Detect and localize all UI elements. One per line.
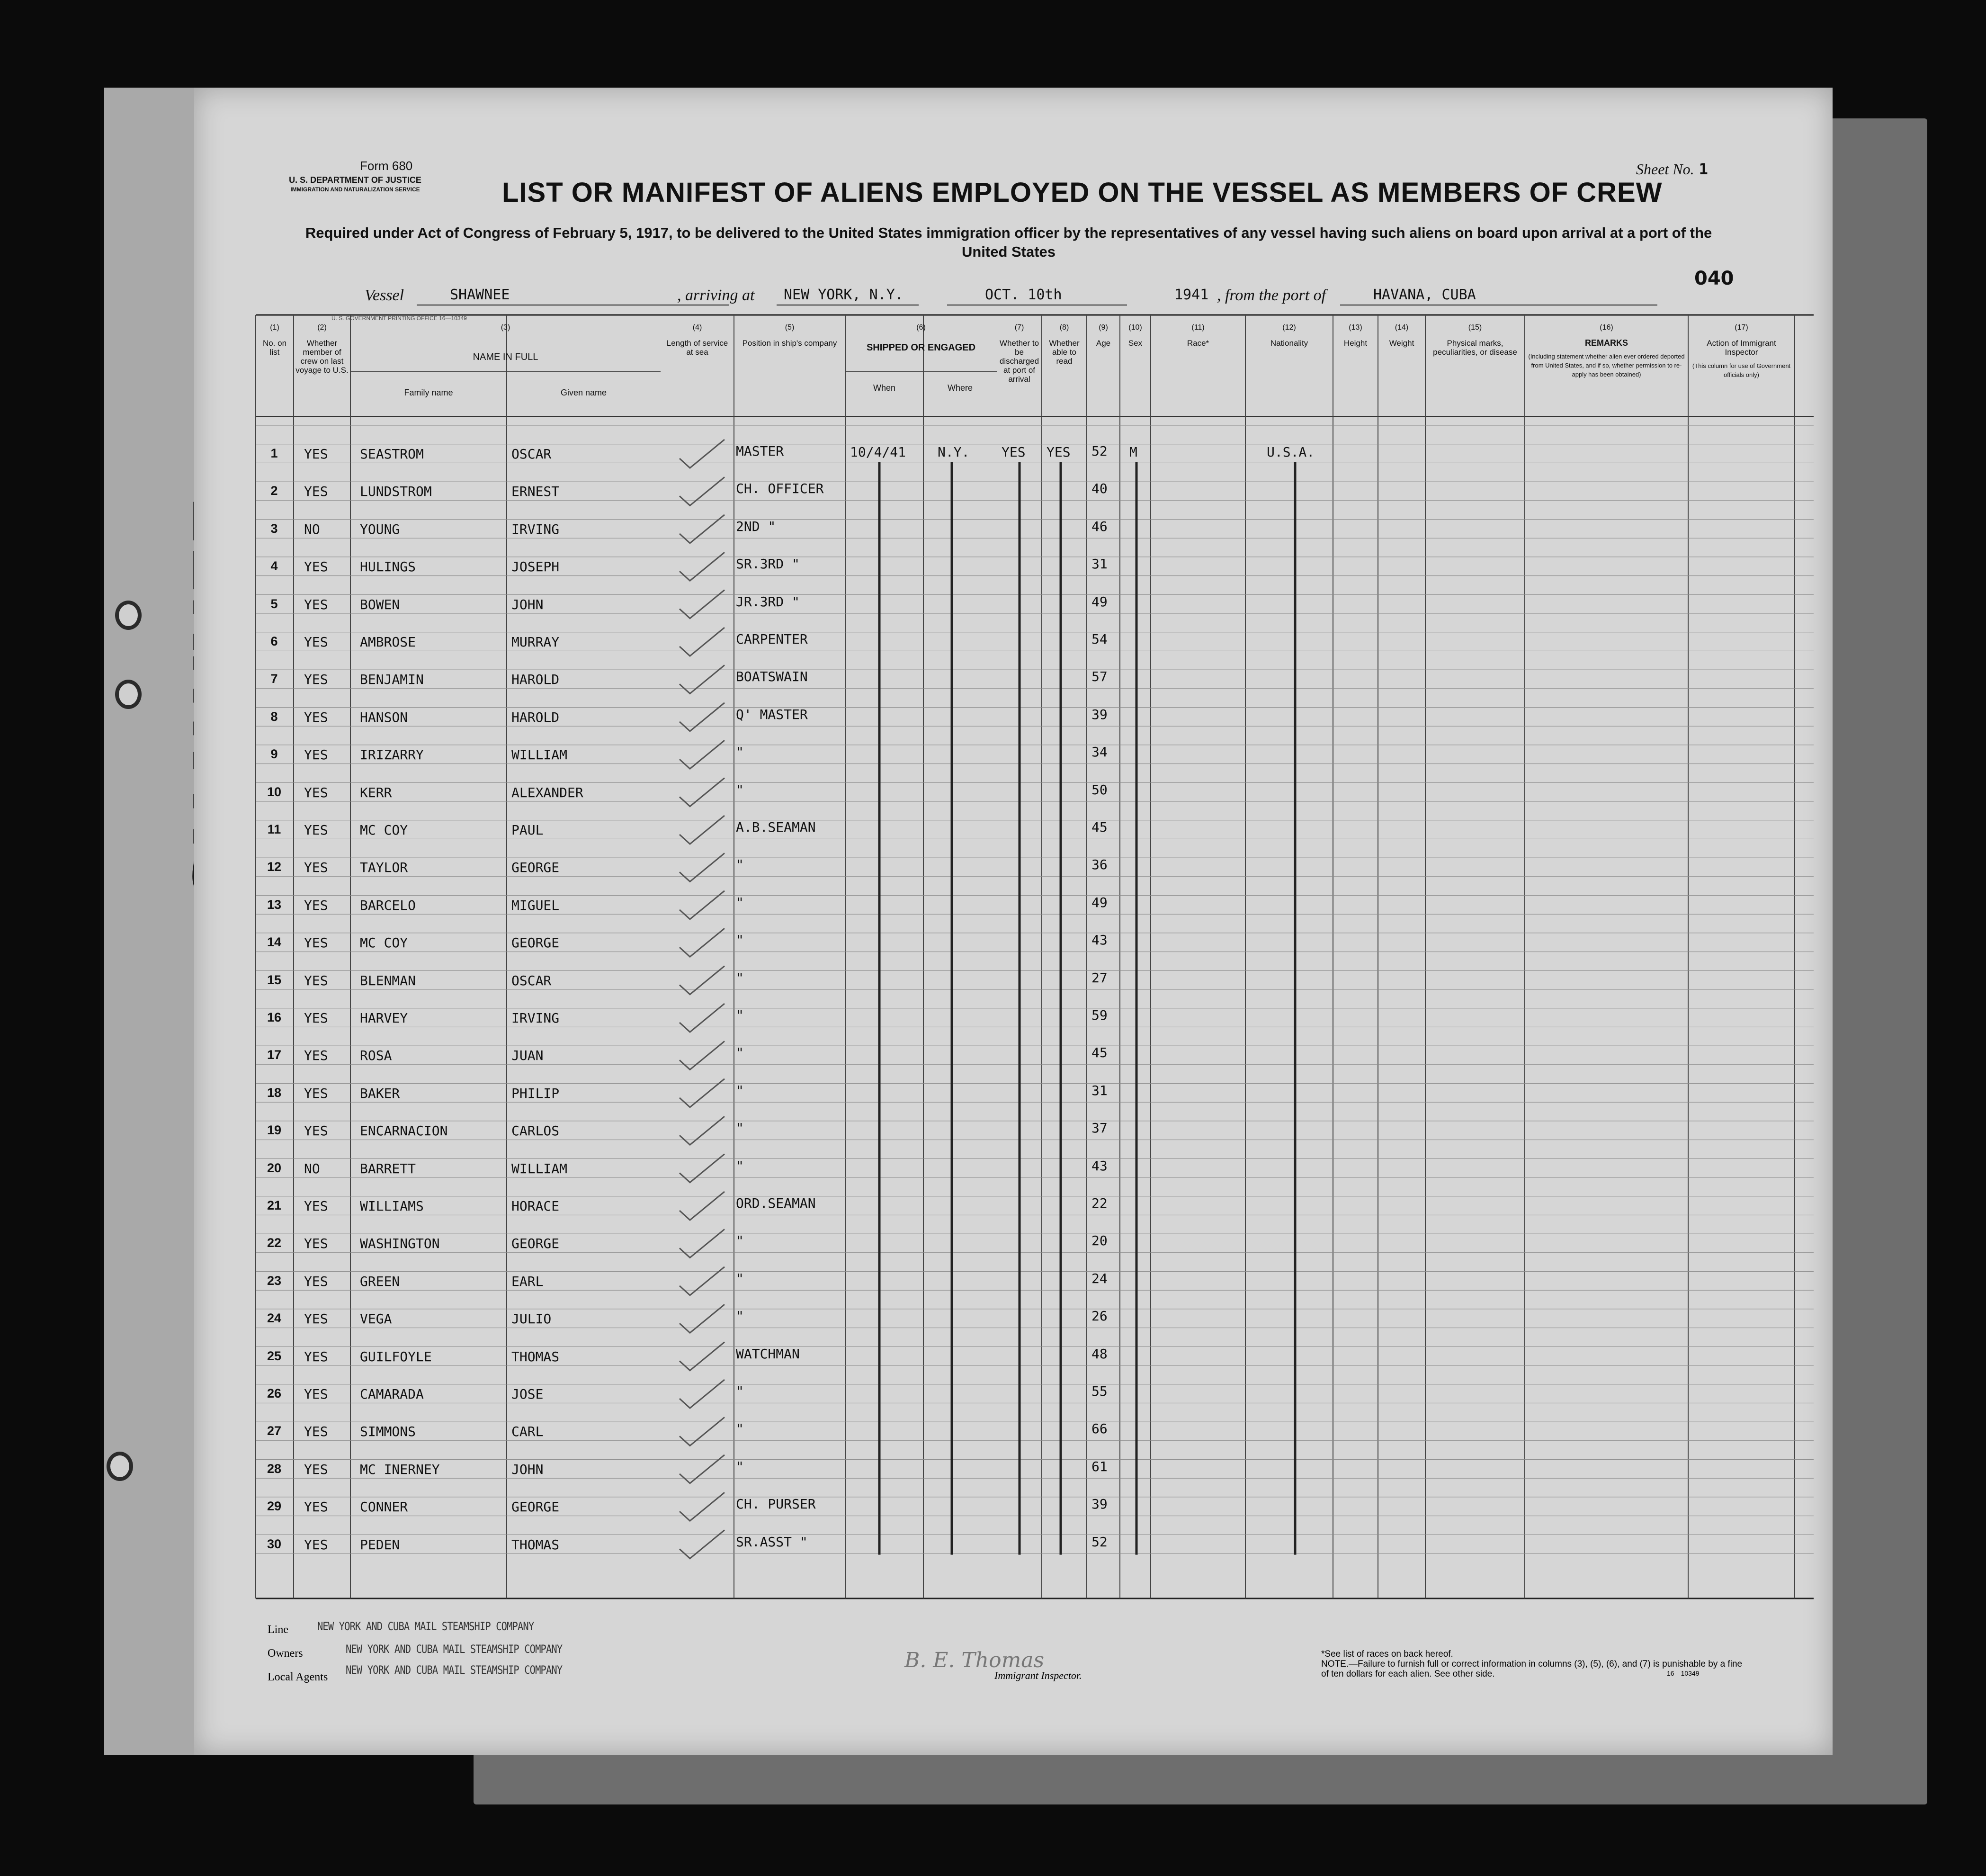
row-number: 30 (267, 1536, 282, 1551)
given-name: JUAN (511, 1048, 544, 1064)
given-name: GEORGE (511, 1499, 560, 1515)
column-header-c4: Length of service at sea (666, 339, 728, 357)
penalty-note: NOTE.—Failure to furnish full or correct information in columns (3), (5), (6), and (7) is punishable by a fine of ten dollars for each alien. See other side. (1321, 1659, 1743, 1679)
position: BOATSWAIN (736, 669, 808, 685)
age: 49 (1091, 593, 1108, 610)
last-voyage-value: YES (304, 1236, 328, 1252)
given-name: HAROLD (511, 709, 560, 725)
position: SR.ASST " (736, 1534, 808, 1550)
age: 52 (1091, 443, 1108, 459)
position: " (736, 744, 744, 760)
service-check-mark (680, 1229, 725, 1257)
last-voyage-value: YES (304, 1499, 328, 1515)
column-header-c5: Position in ship's company (742, 339, 837, 348)
given-name: IRVING (511, 1010, 560, 1026)
family-name: CONNER (360, 1499, 408, 1515)
age: 34 (1091, 744, 1108, 760)
column-number-c4: (4) (692, 323, 702, 332)
age: 22 (1091, 1195, 1108, 1211)
last-voyage-value: YES (304, 1048, 328, 1064)
given-name: GEORGE (511, 1236, 560, 1252)
form-code: 16—10349 (1667, 1670, 1700, 1677)
column-number-c3: (3) (501, 323, 510, 332)
sheet-number-label: Sheet No. (1636, 161, 1694, 178)
age: 39 (1091, 706, 1108, 722)
owners-label: Owners (268, 1647, 303, 1660)
family-name: MC COY (360, 822, 408, 838)
service-check-mark (680, 1154, 725, 1183)
given-name: GEORGE (511, 935, 560, 951)
age: 27 (1091, 969, 1108, 986)
last-voyage-value: NO (304, 521, 320, 537)
age: 54 (1091, 631, 1108, 647)
row-number: 9 (270, 747, 278, 762)
position: " (736, 857, 744, 873)
service-check-mark (680, 816, 725, 844)
family-name: BOWEN (360, 596, 400, 612)
row-number: 14 (267, 935, 282, 950)
age: 26 (1091, 1308, 1108, 1324)
given-name: OSCAR (511, 446, 552, 462)
service-check-mark (680, 1004, 725, 1032)
column-header-c9: Age (1096, 339, 1111, 348)
service-check-mark (680, 703, 725, 731)
family-name: ROSA (360, 1048, 392, 1064)
family-name: HANSON (360, 709, 408, 725)
family-name: TAYLOR (360, 860, 408, 876)
form-number: Form 680 (360, 159, 413, 173)
given-name: MURRAY (511, 634, 560, 650)
given-name: JOSEPH (511, 559, 560, 575)
document-subtitle: Required under Act of Congress of February 5, 1917, to be delivered to the United States immigration officer by the representatives of any vessel having such aliens on board upon arrival at a port of the United States (305, 224, 1712, 260)
last-voyage-value: YES (304, 709, 328, 725)
department-name: U. S. DEPARTMENT OF JUSTICE (289, 175, 421, 185)
age: 36 (1091, 857, 1108, 873)
age: 49 (1091, 894, 1108, 910)
age: 43 (1091, 1158, 1108, 1174)
given-name: WILLIAM (511, 747, 568, 763)
given-name: THOMAS (511, 1348, 560, 1364)
shipped-where-header: Where (947, 383, 973, 393)
arriving-label: , arriving at (677, 287, 755, 304)
family-name: YOUNG (360, 521, 400, 537)
position: CH. PURSER (736, 1496, 816, 1512)
last-voyage-value: YES (304, 1123, 328, 1139)
column-header-c11: Race* (1187, 339, 1209, 348)
service-check-mark (680, 966, 725, 995)
age: 46 (1091, 518, 1108, 534)
age: 59 (1091, 1007, 1108, 1023)
column-header-c8: Whether able to read (1049, 339, 1080, 366)
given-name: ERNEST (511, 484, 560, 500)
column-number-c6: (6) (916, 323, 926, 332)
last-voyage-value: YES (304, 822, 328, 838)
service-check-mark (680, 1530, 725, 1559)
family-name: LUNDSTROM (360, 484, 432, 500)
given-name: HORACE (511, 1198, 560, 1214)
position: 2ND " (736, 518, 776, 534)
age: 24 (1091, 1270, 1108, 1286)
given-name: CARL (511, 1424, 544, 1440)
age: 61 (1091, 1458, 1108, 1474)
sex: M (1129, 444, 1137, 460)
last-voyage-value: YES (304, 1010, 328, 1026)
column-number-c10: (10) (1128, 323, 1142, 332)
column-header-c7: Whether to be discharged at port of arrival (999, 339, 1039, 384)
last-voyage-value: NO (304, 1160, 320, 1176)
column-header-c13: Height (1343, 339, 1368, 348)
service-check-mark (680, 477, 725, 505)
service-check-mark (680, 928, 725, 957)
row-number: 15 (267, 972, 282, 987)
row-number: 16 (267, 1010, 282, 1024)
inspector-signature: B. E. Thomas (904, 1648, 1045, 1672)
service-check-mark (680, 1192, 725, 1220)
last-voyage-value: YES (304, 446, 328, 462)
shipped-where: N.Y. (938, 444, 970, 460)
given-name: ALEXANDER (511, 784, 583, 800)
last-voyage-value: YES (304, 784, 328, 800)
age: 37 (1091, 1120, 1108, 1136)
inspector-subheader: (This column for use of Government officials only) (1692, 362, 1791, 378)
service-check-mark (680, 1455, 725, 1483)
row-number: 29 (267, 1499, 282, 1514)
row-number: 13 (267, 897, 282, 912)
row-number: 5 (270, 596, 278, 611)
line-company: NEW YORK AND CUBA MAIL STEAMSHIP COMPANY (317, 1620, 534, 1633)
service-check-mark (680, 552, 725, 581)
age: 43 (1091, 932, 1108, 948)
service-check-mark (680, 1116, 725, 1145)
family-name: AMBROSE (360, 634, 416, 650)
given-name-header: Given name (560, 388, 607, 397)
column-number-c16: (16) (1600, 323, 1613, 332)
last-voyage-value: YES (304, 1424, 328, 1440)
position: MASTER (736, 443, 784, 459)
last-voyage-value: YES (304, 860, 328, 876)
given-name: GEORGE (511, 860, 560, 876)
row-number: 28 (267, 1461, 282, 1476)
given-name: CARLOS (511, 1123, 560, 1139)
given-name: PHILIP (511, 1085, 560, 1101)
row-number: 4 (270, 559, 278, 574)
family-name: HARVEY (360, 1010, 408, 1026)
family-name: BARRETT (360, 1160, 416, 1176)
service-check-mark (680, 515, 725, 543)
service-check-mark (680, 1380, 725, 1408)
column-number-c5: (5) (785, 323, 795, 332)
position: " (736, 1233, 744, 1249)
position: JR.3RD " (736, 593, 800, 610)
age: 45 (1091, 819, 1108, 835)
row-number: 26 (267, 1386, 282, 1400)
last-voyage-value: YES (304, 1536, 328, 1553)
age: 31 (1091, 556, 1108, 572)
arrival-date: OCT. 10th (985, 287, 1062, 303)
stamp-number: 040 (1694, 268, 1734, 289)
age: 66 (1091, 1421, 1108, 1437)
position: CH. OFFICER (736, 481, 824, 497)
last-voyage-value: YES (304, 935, 328, 951)
last-voyage-value: YES (304, 672, 328, 688)
given-name: OSCAR (511, 972, 552, 988)
row-number: 1 (270, 446, 278, 460)
departure-port: HAVANA, CUBA (1373, 287, 1476, 303)
last-voyage-value: YES (304, 1273, 328, 1289)
service-check-mark (680, 1267, 725, 1295)
family-name: BARCELO (360, 897, 416, 913)
column-number-c11: (11) (1191, 323, 1205, 332)
family-name: PEDEN (360, 1536, 400, 1553)
position: A.B.SEAMAN (736, 819, 816, 835)
age: 57 (1091, 669, 1108, 685)
age: 40 (1091, 481, 1108, 497)
position: SR.3RD " (736, 556, 800, 572)
service-check-mark (680, 1304, 725, 1333)
given-name: JOHN (511, 1461, 544, 1477)
age: 50 (1091, 781, 1108, 798)
family-name: WILLIAMS (360, 1198, 424, 1214)
position: " (736, 1082, 744, 1098)
position: Q' MASTER (736, 706, 808, 722)
row-number: 6 (270, 634, 278, 648)
last-voyage-value: YES (304, 559, 328, 575)
column-header-c17: Action of Immigrant Inspector (1707, 339, 1776, 357)
last-voyage-value: YES (304, 1198, 328, 1214)
arrival-port: NEW YORK, N.Y. (784, 287, 904, 303)
row-number: 19 (267, 1123, 282, 1138)
owners-company: NEW YORK AND CUBA MAIL STEAMSHIP COMPANY (346, 1643, 563, 1656)
given-name: IRVING (511, 521, 560, 537)
family-name: BENJAMIN (360, 672, 424, 688)
race-note: *See list of races on back hereof. (1321, 1649, 1453, 1659)
column-number-c14: (14) (1395, 323, 1409, 332)
inspector-label: Immigrant Inspector. (994, 1670, 1082, 1681)
able-to-read: YES (1047, 444, 1071, 460)
column-header-c6: SHIPPED OR ENGAGED (866, 342, 976, 353)
column-number-c15: (15) (1468, 323, 1482, 332)
position: " (736, 1383, 744, 1399)
column-header-c2: Whether member of crew on last voyage to U.S. (295, 339, 349, 375)
position: " (736, 1421, 744, 1437)
service-check-mark (680, 1492, 725, 1521)
last-voyage-value: YES (304, 897, 328, 913)
family-name: KERR (360, 784, 392, 800)
position: " (736, 781, 744, 798)
age: 20 (1091, 1233, 1108, 1249)
row-number: 11 (267, 822, 281, 836)
column-header-c3: NAME IN FULL (473, 352, 538, 362)
position: WATCHMAN (736, 1346, 800, 1362)
service-check-mark (680, 740, 725, 769)
shipped-when: 10/4/41 (850, 444, 906, 460)
position: " (736, 1270, 744, 1286)
service-check-mark (680, 590, 725, 619)
position: " (736, 1045, 744, 1061)
age: 39 (1091, 1496, 1108, 1512)
age: 55 (1091, 1383, 1108, 1399)
vessel-name: SHAWNEE (450, 287, 510, 303)
position: CARPENTER (736, 631, 808, 647)
given-name: JULIO (511, 1311, 552, 1327)
service-check-mark (680, 665, 725, 693)
family-name: GREEN (360, 1273, 400, 1289)
row-number: 21 (267, 1198, 282, 1212)
document-title: LIST OR MANIFEST OF ALIENS EMPLOYED ON THE VESSEL AS MEMBERS OF CREW (502, 177, 1663, 208)
given-name: JOSE (511, 1386, 544, 1402)
nationality: U.S.A. (1267, 444, 1315, 460)
row-number: 3 (270, 521, 278, 536)
family-name: CAMARADA (360, 1386, 424, 1402)
row-number: 17 (267, 1048, 282, 1062)
agents-label: Local Agents (268, 1671, 328, 1683)
column-header-c10: Sex (1128, 339, 1143, 348)
family-name-header: Family name (404, 388, 453, 397)
last-voyage-value: YES (304, 1461, 328, 1477)
family-name: WASHINGTON (360, 1236, 440, 1252)
column-header-c15: Physical marks, peculiarities, or disease (1433, 339, 1517, 357)
service-check-mark (680, 1417, 725, 1445)
column-number-c9: (9) (1099, 323, 1108, 332)
row-number: 20 (267, 1160, 282, 1175)
remarks-subheader: (Including statement whether alien ever ordered deported from United States, and if so, whether permission to re-apply has been obtained) (1528, 353, 1685, 378)
age: 31 (1091, 1082, 1108, 1098)
position: " (736, 932, 744, 948)
service-check-mark (680, 1079, 725, 1107)
arrival-year: 1941 (1174, 287, 1209, 303)
to-be-discharged: YES (1002, 444, 1026, 460)
column-header-c12: Nationality (1270, 339, 1308, 348)
family-name: MC INERNEY (360, 1461, 440, 1477)
last-voyage-value: YES (304, 747, 328, 763)
sheet-number-value: 1 (1699, 160, 1708, 178)
age: 48 (1091, 1346, 1108, 1362)
row-number: 10 (267, 784, 282, 799)
column-header-c14: Weight (1389, 339, 1414, 348)
column-number-c12: (12) (1282, 323, 1296, 332)
row-number: 24 (267, 1311, 282, 1326)
given-name: PAUL (511, 822, 544, 838)
family-name: SIMMONS (360, 1424, 416, 1440)
position: " (736, 1458, 744, 1474)
given-name: HAROLD (511, 672, 560, 688)
position: " (736, 1158, 744, 1174)
position: " (736, 1308, 744, 1324)
service-check-mark (680, 1342, 725, 1371)
row-number: 25 (267, 1348, 282, 1363)
age: 45 (1091, 1045, 1108, 1061)
column-number-c1: (1) (270, 323, 279, 332)
last-voyage-value: YES (304, 634, 328, 650)
column-number-c2: (2) (317, 323, 327, 332)
column-header-c16: REMARKS (1584, 338, 1628, 348)
row-number: 7 (270, 672, 278, 686)
last-voyage-value: YES (304, 1311, 328, 1327)
family-name: BLENMAN (360, 972, 416, 988)
position: " (736, 894, 744, 910)
position: ORD.SEAMAN (736, 1195, 816, 1211)
row-number: 2 (270, 484, 278, 498)
last-voyage-value: YES (304, 1085, 328, 1101)
shipped-when-header: When (873, 383, 896, 393)
row-number: 12 (267, 860, 282, 874)
service-check-mark (680, 628, 725, 656)
last-voyage-value: YES (304, 1348, 328, 1364)
given-name: WILLIAM (511, 1160, 568, 1176)
age: 52 (1091, 1534, 1108, 1550)
column-number-c8: (8) (1059, 323, 1069, 332)
column-header-c1: No. on list (262, 339, 287, 357)
given-name: JOHN (511, 596, 544, 612)
given-name: THOMAS (511, 1536, 560, 1553)
service-check-mark (680, 853, 725, 881)
service-check-mark (680, 1041, 725, 1069)
row-number: 18 (267, 1085, 282, 1100)
column-number-c13: (13) (1349, 323, 1362, 332)
family-name: IRIZARRY (360, 747, 424, 763)
family-name: MC COY (360, 935, 408, 951)
position: " (736, 969, 744, 986)
row-number: 22 (267, 1236, 282, 1250)
given-name: MIGUEL (511, 897, 560, 913)
position: " (736, 1007, 744, 1023)
family-name: GUILFOYLE (360, 1348, 432, 1364)
row-number: 8 (270, 709, 278, 724)
last-voyage-value: YES (304, 1386, 328, 1402)
last-voyage-value: YES (304, 972, 328, 988)
line-label: Line (268, 1624, 288, 1636)
column-number-c17: (17) (1735, 323, 1748, 332)
vessel-label: Vessel (365, 287, 404, 304)
family-name: SEASTROM (360, 446, 424, 462)
family-name: ENCARNACION (360, 1123, 448, 1139)
family-name: VEGA (360, 1311, 392, 1327)
family-name: BAKER (360, 1085, 400, 1101)
row-number: 23 (267, 1273, 282, 1288)
row-number: 27 (267, 1424, 282, 1438)
service-check-mark (680, 891, 725, 919)
last-voyage-value: YES (304, 596, 328, 612)
from-port-label: , from the port of (1217, 287, 1326, 304)
printing-office-line: U. S. GOVERNMENT PRINTING OFFICE 16—10349 (331, 315, 467, 322)
position: " (736, 1120, 744, 1136)
service-check-mark (680, 440, 725, 468)
service-check-mark (680, 778, 725, 807)
given-name: EARL (511, 1273, 544, 1289)
last-voyage-value: YES (304, 484, 328, 500)
agents-company: NEW YORK AND CUBA MAIL STEAMSHIP COMPANY (346, 1663, 563, 1677)
family-name: HULINGS (360, 559, 416, 575)
column-number-c7: (7) (1014, 323, 1024, 332)
service-name: IMMIGRATION AND NATURALIZATION SERVICE (290, 186, 420, 193)
